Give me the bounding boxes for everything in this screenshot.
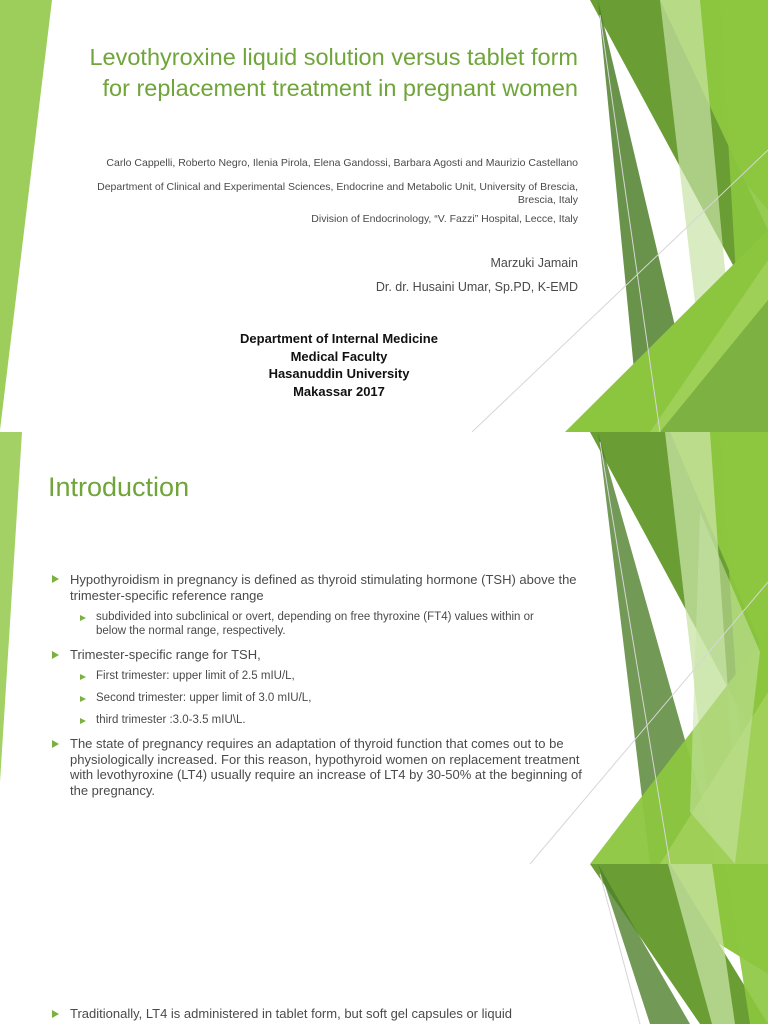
bullet-text: Hypothyroidism in pregnancy is defined as thyroid stimulating hormone (TSH) above the trimester-specific reference range bbox=[70, 572, 577, 603]
affiliation-1: Department of Clinical and Experimental Sciences, Endocrine and Metabolic Unit, University of Brescia, Brescia, Italy bbox=[97, 181, 578, 206]
department-block bbox=[210, 330, 468, 400]
sub-bullet-arrow-icon bbox=[80, 674, 86, 680]
department-line: Department of Internal Medicine bbox=[240, 331, 438, 346]
bullet-arrow-icon bbox=[52, 575, 59, 583]
sub-bullet-arrow-icon bbox=[80, 718, 86, 724]
bullet-arrow-icon bbox=[52, 651, 59, 659]
sub-bullet-text: Second trimester: upper limit of 3.0 mIU/L, bbox=[96, 692, 312, 704]
decorative-triangles bbox=[0, 864, 768, 1024]
supervisor-name: Dr. dr. Husaini Umar, Sp.PD, K-EMD bbox=[375, 280, 578, 294]
sub-bullet-text: First trimester: upper limit of 2.5 mIU/L, bbox=[96, 670, 295, 682]
bullet-arrow-icon bbox=[52, 1010, 59, 1018]
bullet-text: Traditionally, LT4 is administered in tablet form, but soft gel capsules or liquid bbox=[70, 1006, 512, 1021]
university-line: Hasanuddin University bbox=[268, 366, 410, 381]
next-slide-partial bbox=[0, 864, 768, 1024]
sub-bullet-arrow-icon bbox=[80, 615, 86, 621]
presenter-name: Marzuki Jamain bbox=[490, 256, 578, 270]
authors-line: Carlo Cappelli, Roberto Negro, Ilenia Pirola, Elena Gandossi, Barbara Agosti and Maurizio Castellano bbox=[106, 157, 578, 169]
sub-bullet-arrow-icon bbox=[80, 696, 86, 702]
bullet-text: Trimester-specific range for TSH, bbox=[70, 647, 261, 662]
title-slide bbox=[0, 0, 768, 432]
introduction-slide bbox=[0, 432, 768, 864]
affiliation-2: Division of Endocrinology, “V. Fazzi” Hospital, Lecce, Italy bbox=[311, 213, 578, 225]
bullet-arrow-icon bbox=[52, 740, 59, 748]
presentation-title: Levothyroxine liquid solution versus tablet form for replacement treatment in pregnant women bbox=[89, 44, 578, 101]
sub-bullet-text: subdivided into subclinical or overt, depending on free thyroxine (FT4) values within or below the normal range, respectively. bbox=[96, 611, 534, 637]
bullet-text: The state of pregnancy requires an adaptation of thyroid function that comes out to be physiologically increased. For this reason, hypothyroid women on replacement treatment with levothyroxine (LT4) usually require an increase of LT4 by 30-50% at the beginning of the pregnancy. bbox=[70, 736, 582, 798]
slide-title: Introduction bbox=[48, 472, 190, 502]
sub-bullet-text: third trimester :3.0-3.5 mIU\L. bbox=[96, 714, 246, 726]
city-year-line: Makassar 2017 bbox=[293, 383, 385, 399]
faculty-line: Medical Faculty bbox=[290, 348, 388, 364]
